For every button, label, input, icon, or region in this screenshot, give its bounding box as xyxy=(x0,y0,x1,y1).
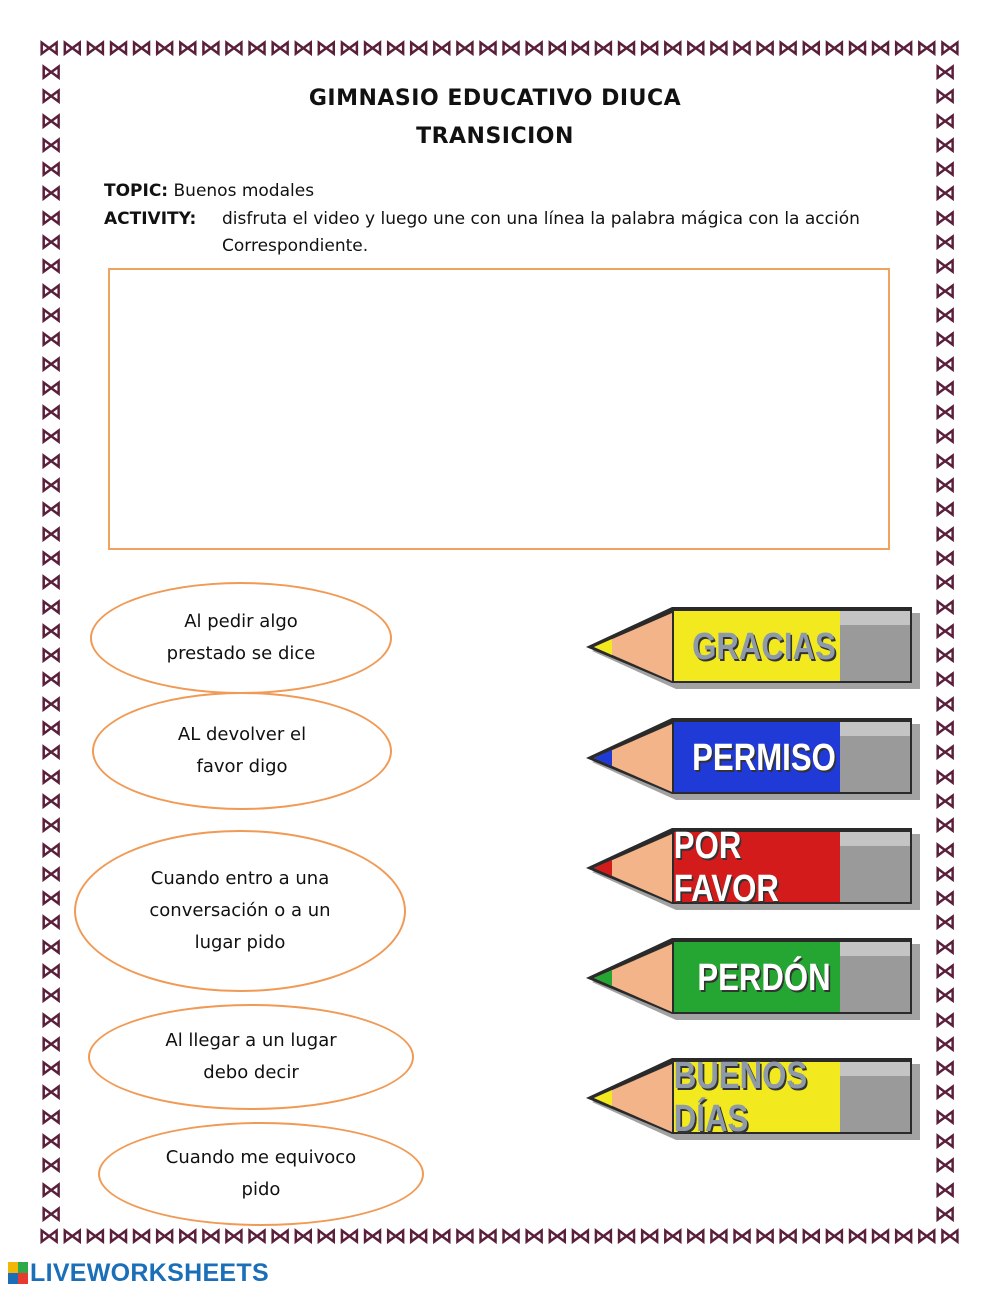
butterfly-icon: ⋈ xyxy=(222,1226,246,1249)
butterfly-icon: ⋈ xyxy=(61,1226,85,1249)
butterfly-icon: ⋈ xyxy=(661,38,685,61)
butterfly-icon: ⋈ xyxy=(934,327,956,353)
butterfly-icon: ⋈ xyxy=(777,38,801,61)
butterfly-icon: ⋈ xyxy=(730,1226,754,1249)
butterfly-icon: ⋈ xyxy=(40,886,62,912)
butterfly-icon: ⋈ xyxy=(315,38,339,61)
pencil-por-favor[interactable] xyxy=(584,824,920,912)
butterfly-icon: ⋈ xyxy=(40,788,62,814)
butterfly-icon: ⋈ xyxy=(268,38,292,61)
butterfly-icon: ⋈ xyxy=(661,1226,685,1249)
butterfly-icon: ⋈ xyxy=(934,424,956,450)
butterfly-icon: ⋈ xyxy=(40,545,62,571)
butterfly-border-bottom xyxy=(38,1226,962,1252)
butterfly-icon: ⋈ xyxy=(934,132,956,158)
butterfly-icon: ⋈ xyxy=(199,38,223,61)
butterfly-icon: ⋈ xyxy=(40,910,62,936)
butterfly-icon: ⋈ xyxy=(40,618,62,644)
butterfly-icon: ⋈ xyxy=(934,788,956,814)
butterfly-icon: ⋈ xyxy=(453,1226,477,1249)
butterfly-icon: ⋈ xyxy=(40,205,62,231)
butterfly-icon: ⋈ xyxy=(846,1226,870,1249)
butterfly-border-right xyxy=(932,62,958,1228)
pencil-label: PERMISO xyxy=(692,736,836,779)
butterfly-icon: ⋈ xyxy=(915,38,939,61)
butterfly-icon: ⋈ xyxy=(40,716,62,742)
butterfly-icon: ⋈ xyxy=(222,38,246,61)
butterfly-icon: ⋈ xyxy=(569,1226,593,1249)
butterfly-icon: ⋈ xyxy=(592,1226,616,1249)
butterfly-icon: ⋈ xyxy=(40,1153,62,1179)
butterfly-icon: ⋈ xyxy=(476,1226,500,1249)
butterfly-icon: ⋈ xyxy=(934,351,956,377)
butterfly-border-top xyxy=(38,38,962,64)
butterfly-icon: ⋈ xyxy=(777,1226,801,1249)
butterfly-icon: ⋈ xyxy=(934,643,956,669)
butterfly-icon: ⋈ xyxy=(40,108,62,134)
butterfly-icon: ⋈ xyxy=(384,38,408,61)
butterfly-icon: ⋈ xyxy=(753,38,777,61)
butterfly-icon: ⋈ xyxy=(40,594,62,620)
butterfly-icon: ⋈ xyxy=(934,254,956,280)
butterfly-icon: ⋈ xyxy=(338,1226,362,1249)
prompt-ellipse[interactable] xyxy=(90,582,392,694)
butterfly-icon: ⋈ xyxy=(523,1226,547,1249)
butterfly-icon: ⋈ xyxy=(707,1226,731,1249)
butterfly-icon: ⋈ xyxy=(934,570,956,596)
butterfly-icon: ⋈ xyxy=(934,1031,956,1057)
butterfly-icon: ⋈ xyxy=(938,1226,962,1249)
butterfly-icon: ⋈ xyxy=(934,861,956,887)
butterfly-icon: ⋈ xyxy=(934,837,956,863)
butterfly-icon: ⋈ xyxy=(934,618,956,644)
butterfly-icon: ⋈ xyxy=(615,38,639,61)
butterfly-icon: ⋈ xyxy=(638,38,662,61)
butterfly-icon: ⋈ xyxy=(176,1226,200,1249)
butterfly-icon: ⋈ xyxy=(453,38,477,61)
butterfly-icon: ⋈ xyxy=(40,327,62,353)
butterfly-icon: ⋈ xyxy=(40,1104,62,1130)
butterfly-icon: ⋈ xyxy=(823,1226,847,1249)
butterfly-icon: ⋈ xyxy=(523,38,547,61)
butterfly-icon: ⋈ xyxy=(153,1226,177,1249)
butterfly-icon: ⋈ xyxy=(546,1226,570,1249)
butterfly-icon: ⋈ xyxy=(934,983,956,1009)
butterfly-icon: ⋈ xyxy=(934,497,956,523)
prompt-text: Al llegar a un lugar debo decir xyxy=(165,1030,337,1083)
butterfly-icon: ⋈ xyxy=(40,1177,62,1203)
butterfly-icon: ⋈ xyxy=(934,667,956,693)
butterfly-icon: ⋈ xyxy=(40,1007,62,1033)
butterfly-icon: ⋈ xyxy=(84,38,108,61)
pencil-label: BUENOS DÍAS xyxy=(673,1055,808,1140)
butterfly-icon: ⋈ xyxy=(934,958,956,984)
butterfly-icon: ⋈ xyxy=(40,302,62,328)
topic-value: Buenos modales xyxy=(173,181,315,201)
topic-line xyxy=(104,178,314,205)
butterfly-icon: ⋈ xyxy=(40,861,62,887)
butterfly-icon: ⋈ xyxy=(407,1226,431,1249)
butterfly-icon: ⋈ xyxy=(934,1153,956,1179)
butterfly-icon: ⋈ xyxy=(934,230,956,256)
activity-line-2: Correspondiente. xyxy=(222,236,369,256)
butterfly-icon: ⋈ xyxy=(915,1226,939,1249)
butterfly-icon: ⋈ xyxy=(40,1080,62,1106)
butterfly-icon: ⋈ xyxy=(38,1226,62,1249)
butterfly-icon: ⋈ xyxy=(40,424,62,450)
butterfly-icon: ⋈ xyxy=(934,62,956,85)
butterfly-icon: ⋈ xyxy=(938,38,962,61)
grade-title: TRANSICION xyxy=(416,124,574,149)
butterfly-icon: ⋈ xyxy=(846,38,870,61)
logo-icon xyxy=(8,1262,28,1284)
butterfly-icon: ⋈ xyxy=(40,181,62,207)
butterfly-icon: ⋈ xyxy=(934,764,956,790)
butterfly-icon: ⋈ xyxy=(934,813,956,839)
butterfly-icon: ⋈ xyxy=(934,1007,956,1033)
butterfly-icon: ⋈ xyxy=(934,302,956,328)
butterfly-icon: ⋈ xyxy=(934,157,956,183)
butterfly-icon: ⋈ xyxy=(40,1129,62,1155)
butterfly-icon: ⋈ xyxy=(40,400,62,426)
butterfly-icon: ⋈ xyxy=(934,1056,956,1082)
pencil-perdon[interactable] xyxy=(584,934,920,1022)
butterfly-icon: ⋈ xyxy=(384,1226,408,1249)
butterfly-icon: ⋈ xyxy=(569,38,593,61)
butterfly-icon: ⋈ xyxy=(934,521,956,547)
butterfly-icon: ⋈ xyxy=(40,278,62,304)
butterfly-icon: ⋈ xyxy=(934,473,956,499)
butterfly-icon: ⋈ xyxy=(40,691,62,717)
butterfly-icon: ⋈ xyxy=(40,62,62,85)
butterfly-icon: ⋈ xyxy=(315,1226,339,1249)
butterfly-icon: ⋈ xyxy=(934,205,956,231)
video-frame[interactable] xyxy=(108,268,890,550)
prompt-text: Cuando entro a una conversación o a un lugar pido xyxy=(149,868,331,953)
butterfly-icon: ⋈ xyxy=(638,1226,662,1249)
butterfly-icon: ⋈ xyxy=(869,38,893,61)
liveworksheets-logo xyxy=(8,1258,269,1288)
butterfly-icon: ⋈ xyxy=(753,1226,777,1249)
butterfly-icon: ⋈ xyxy=(934,400,956,426)
butterfly-icon: ⋈ xyxy=(40,934,62,960)
butterfly-icon: ⋈ xyxy=(684,1226,708,1249)
butterfly-icon: ⋈ xyxy=(934,910,956,936)
butterfly-icon: ⋈ xyxy=(934,716,956,742)
butterfly-icon: ⋈ xyxy=(40,521,62,547)
butterfly-icon: ⋈ xyxy=(40,473,62,499)
butterfly-icon: ⋈ xyxy=(430,38,454,61)
butterfly-icon: ⋈ xyxy=(934,934,956,960)
prompt-ellipse[interactable] xyxy=(74,830,406,992)
butterfly-icon: ⋈ xyxy=(730,38,754,61)
butterfly-icon: ⋈ xyxy=(130,1226,154,1249)
butterfly-icon: ⋈ xyxy=(40,643,62,669)
butterfly-icon: ⋈ xyxy=(407,38,431,61)
butterfly-icon: ⋈ xyxy=(40,132,62,158)
butterfly-icon: ⋈ xyxy=(499,38,523,61)
butterfly-icon: ⋈ xyxy=(934,691,956,717)
butterfly-icon: ⋈ xyxy=(40,837,62,863)
butterfly-icon: ⋈ xyxy=(130,38,154,61)
butterfly-icon: ⋈ xyxy=(823,38,847,61)
activity-text xyxy=(222,206,912,260)
butterfly-icon: ⋈ xyxy=(892,1226,916,1249)
school-title: GIMNASIO EDUCATIVO DIUCA xyxy=(308,86,682,111)
pencil-label: POR FAVOR xyxy=(673,825,779,910)
butterfly-icon: ⋈ xyxy=(934,278,956,304)
butterfly-icon: ⋈ xyxy=(153,38,177,61)
butterfly-icon: ⋈ xyxy=(934,1080,956,1106)
butterfly-icon: ⋈ xyxy=(40,84,62,110)
butterfly-icon: ⋈ xyxy=(800,1226,824,1249)
butterfly-icon: ⋈ xyxy=(499,1226,523,1249)
butterfly-icon: ⋈ xyxy=(934,375,956,401)
pencil-buenos-dias[interactable] xyxy=(584,1054,920,1142)
butterfly-icon: ⋈ xyxy=(934,545,956,571)
butterfly-icon: ⋈ xyxy=(40,740,62,766)
prompt-text: Al pedir algo prestado se dice xyxy=(166,611,316,664)
butterfly-icon: ⋈ xyxy=(40,497,62,523)
activity-line-1: disfruta el video y luego une con una línea la palabra mágica con la acción xyxy=(222,209,860,229)
butterfly-border-left xyxy=(38,62,64,1228)
butterfly-icon: ⋈ xyxy=(38,38,62,61)
butterfly-icon: ⋈ xyxy=(199,1226,223,1249)
butterfly-icon: ⋈ xyxy=(292,38,316,61)
butterfly-icon: ⋈ xyxy=(61,38,85,61)
butterfly-icon: ⋈ xyxy=(107,1226,131,1249)
butterfly-icon: ⋈ xyxy=(107,38,131,61)
butterfly-icon: ⋈ xyxy=(40,351,62,377)
butterfly-icon: ⋈ xyxy=(546,38,570,61)
butterfly-icon: ⋈ xyxy=(40,1031,62,1057)
butterfly-icon: ⋈ xyxy=(40,1056,62,1082)
butterfly-icon: ⋈ xyxy=(176,38,200,61)
pencil-label: GRACIAS xyxy=(692,625,836,668)
prompt-text: AL devolver el favor digo xyxy=(177,724,307,777)
butterfly-icon: ⋈ xyxy=(934,594,956,620)
pencil-label: PERDÓN xyxy=(697,956,831,999)
butterfly-icon: ⋈ xyxy=(40,983,62,1009)
butterfly-icon: ⋈ xyxy=(40,230,62,256)
prompt-ellipse[interactable] xyxy=(92,692,392,810)
activity-block xyxy=(104,206,904,256)
butterfly-icon: ⋈ xyxy=(869,1226,893,1249)
butterfly-icon: ⋈ xyxy=(800,38,824,61)
butterfly-icon: ⋈ xyxy=(268,1226,292,1249)
logo-text: LIVEWORKSHEETS xyxy=(30,1258,269,1287)
butterfly-icon: ⋈ xyxy=(361,38,385,61)
topic-label: TOPIC: xyxy=(104,181,169,201)
butterfly-icon: ⋈ xyxy=(934,84,956,110)
butterfly-icon: ⋈ xyxy=(40,375,62,401)
butterfly-icon: ⋈ xyxy=(40,764,62,790)
prompt-ellipse[interactable] xyxy=(88,1004,414,1110)
butterfly-icon: ⋈ xyxy=(707,38,731,61)
butterfly-icon: ⋈ xyxy=(476,38,500,61)
butterfly-icon: ⋈ xyxy=(338,38,362,61)
butterfly-icon: ⋈ xyxy=(361,1226,385,1249)
butterfly-icon: ⋈ xyxy=(892,38,916,61)
butterfly-icon: ⋈ xyxy=(684,38,708,61)
butterfly-icon: ⋈ xyxy=(934,181,956,207)
butterfly-icon: ⋈ xyxy=(430,1226,454,1249)
butterfly-icon: ⋈ xyxy=(245,38,269,61)
butterfly-icon: ⋈ xyxy=(934,1177,956,1203)
butterfly-icon: ⋈ xyxy=(40,254,62,280)
prompt-text: Cuando me equivoco pido xyxy=(165,1147,357,1200)
butterfly-icon: ⋈ xyxy=(934,740,956,766)
butterfly-icon: ⋈ xyxy=(40,157,62,183)
butterfly-icon: ⋈ xyxy=(934,108,956,134)
butterfly-icon: ⋈ xyxy=(615,1226,639,1249)
pencil-gracias[interactable] xyxy=(584,603,920,691)
butterfly-icon: ⋈ xyxy=(934,448,956,474)
activity-label: ACTIVITY: xyxy=(104,209,197,229)
butterfly-icon: ⋈ xyxy=(934,886,956,912)
prompt-ellipse[interactable] xyxy=(98,1122,424,1226)
butterfly-icon: ⋈ xyxy=(40,667,62,693)
butterfly-icon: ⋈ xyxy=(934,1201,956,1227)
butterfly-icon: ⋈ xyxy=(934,1104,956,1130)
butterfly-icon: ⋈ xyxy=(292,1226,316,1249)
butterfly-icon: ⋈ xyxy=(40,1201,62,1227)
pencil-permiso[interactable] xyxy=(584,714,920,802)
butterfly-icon: ⋈ xyxy=(592,38,616,61)
butterfly-icon: ⋈ xyxy=(40,813,62,839)
butterfly-icon: ⋈ xyxy=(40,448,62,474)
butterfly-icon: ⋈ xyxy=(84,1226,108,1249)
butterfly-icon: ⋈ xyxy=(934,1129,956,1155)
butterfly-icon: ⋈ xyxy=(40,958,62,984)
butterfly-icon: ⋈ xyxy=(245,1226,269,1249)
butterfly-icon: ⋈ xyxy=(40,570,62,596)
